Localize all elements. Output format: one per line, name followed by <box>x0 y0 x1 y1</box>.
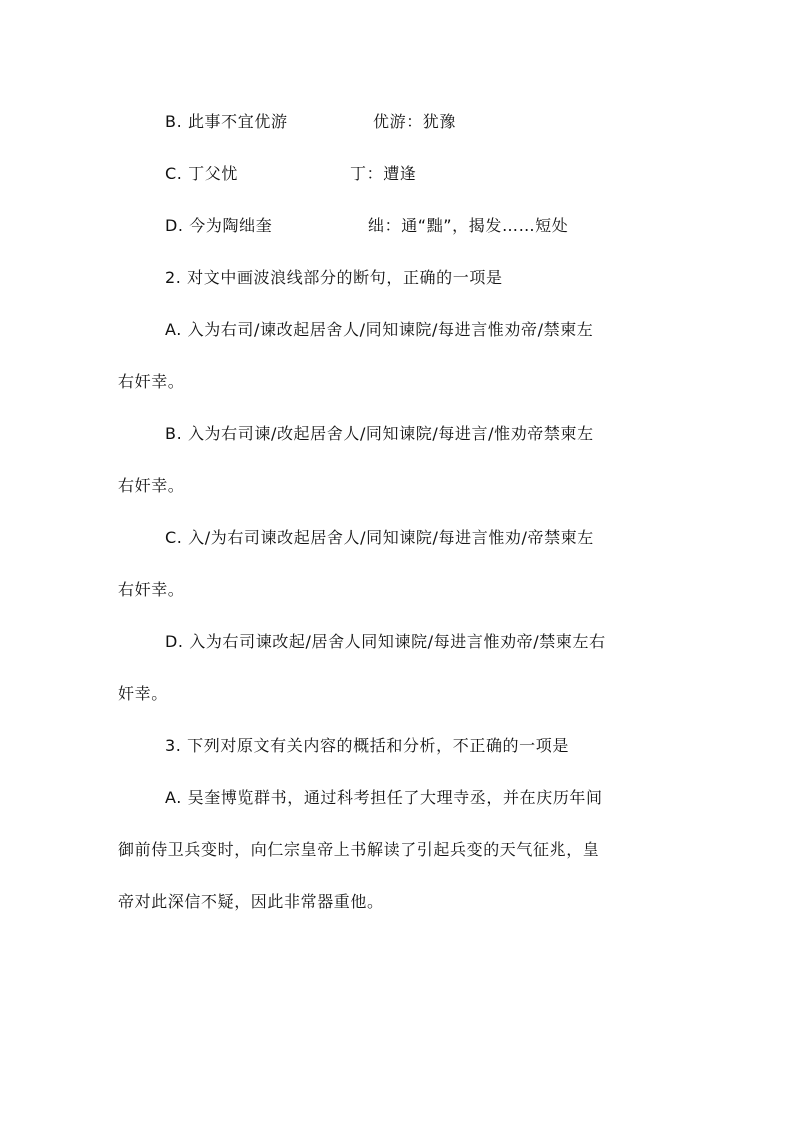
option-d-text: D. 今为陶绌奎 <box>165 216 273 235</box>
q2-option-d-line1: D. 入为右司谏改起/居舍人同知谏院/每进言惟劝帝/禁柬左右 <box>165 632 606 651</box>
question-2-stem: 2. 对文中画波浪线部分的断句，正确的一项是 <box>165 268 503 287</box>
q3-option-a-line3: 帝对此深信不疑，因此非常器重他。 <box>118 892 384 911</box>
q2-option-c-line2: 右奸幸。 <box>118 580 185 599</box>
q3-option-a-line2: 御前侍卫兵变时，向仁宗皇帝上书解读了引起兵变的天气征兆，皇 <box>118 840 600 859</box>
option-d-line <box>165 216 569 236</box>
option-b-gloss: 优游：犹豫 <box>373 112 457 131</box>
option-d-gloss: 绌：通“黜”，揭发……短处 <box>368 216 569 235</box>
q2-option-a-line2: 右奸幸。 <box>118 372 185 391</box>
q2-option-b-line1: B. 入为右司谏/改起居舍人/同知谏院/每进言/惟劝帝禁柬左 <box>165 424 594 443</box>
q2-option-b-line2: 右奸幸。 <box>118 476 185 495</box>
option-c-gloss: 丁：遭逢 <box>350 164 417 183</box>
q2-option-a-line1: A. 入为右司/谏改起居舍人/同知谏院/每进言惟劝帝/禁柬左 <box>165 320 594 339</box>
q2-option-c-line1: C. 入/为右司谏改起居舍人/同知谏院/每进言惟劝/帝禁柬左 <box>165 528 594 547</box>
q2-option-d-line2: 奸幸。 <box>118 684 168 703</box>
option-b-text: B. 此事不宜优游 <box>165 112 288 131</box>
option-c-line <box>165 164 417 184</box>
question-3-stem: 3. 下列对原文有关内容的概括和分析，不正确的一项是 <box>165 736 569 755</box>
option-c-text: C. 丁父忧 <box>165 164 238 183</box>
option-b-line <box>165 112 457 132</box>
q3-option-a-line1: A. 吴奎博览群书，通过科考担任了大理寺丞，并在庆历年间 <box>165 788 603 807</box>
